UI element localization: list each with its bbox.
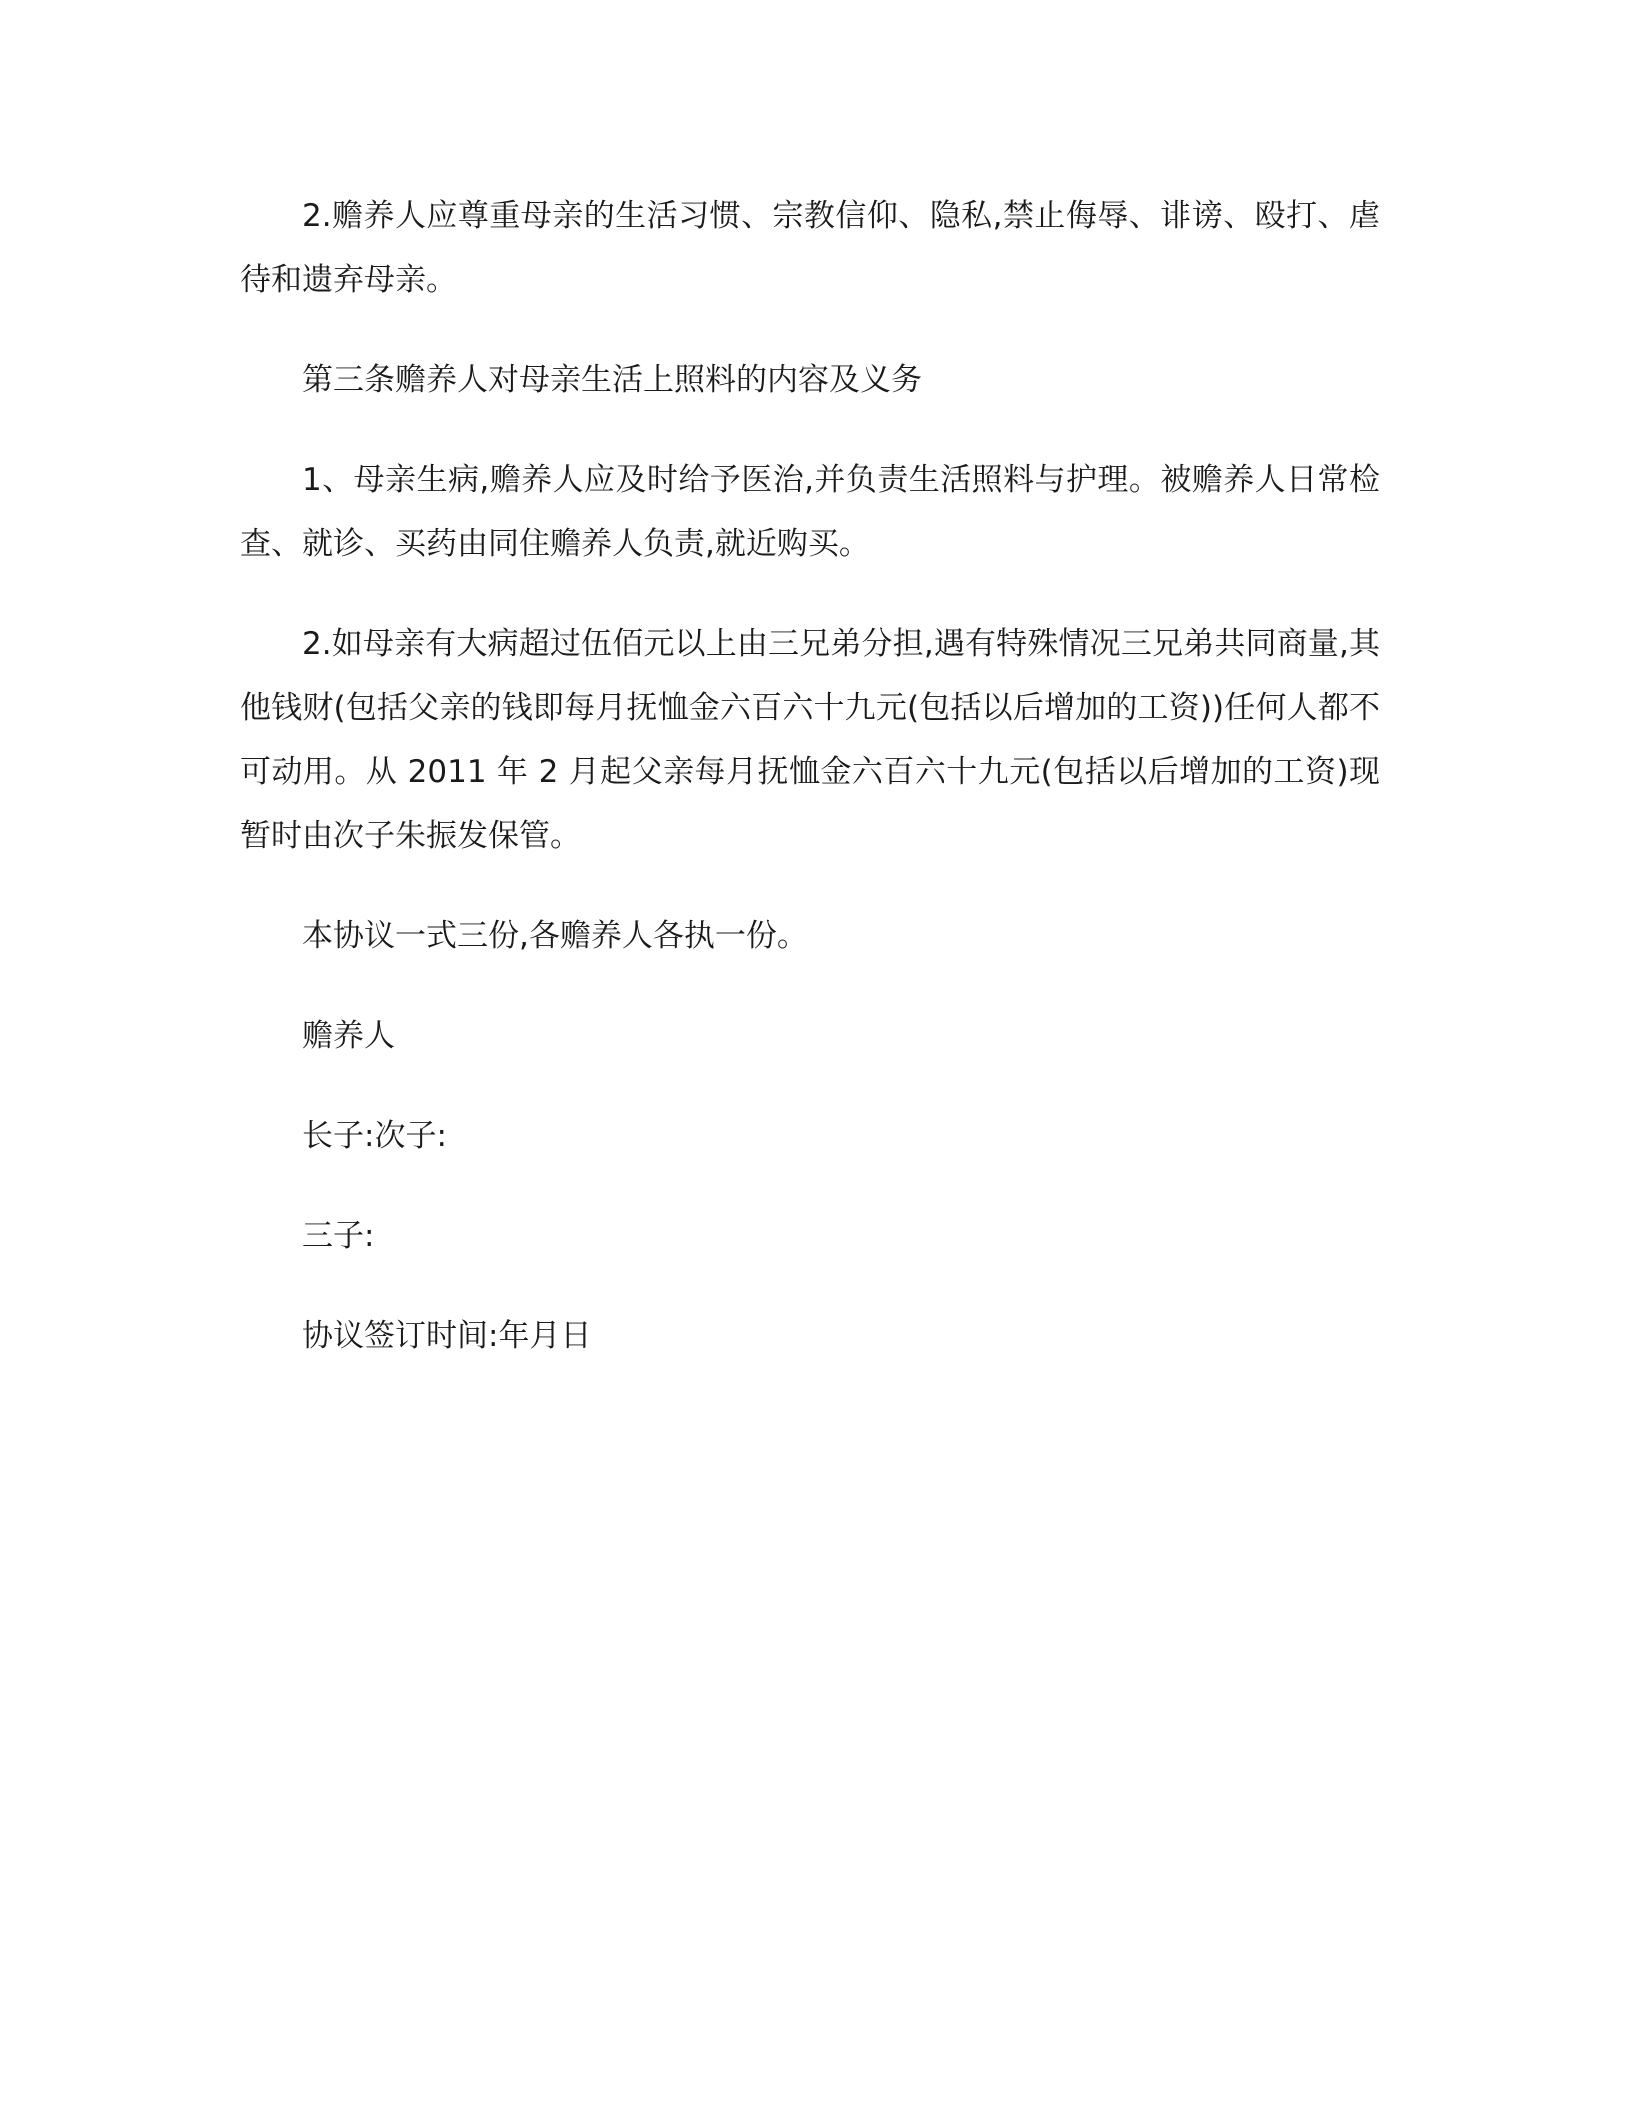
third-son-signature-line: 三子: xyxy=(302,1218,375,1254)
signatories-label: 赡养人 xyxy=(302,1018,395,1054)
eldest-second-son-signature-line: 长子:次子: xyxy=(302,1118,447,1154)
clause-expenses-paragraph: 2.如母亲有大病超过伍佰元以上由三兄弟分担,遇有特殊情况三兄弟共同商量,其他钱财(包括父亲的钱即每月抚恤金六百六十九元(包括以后增加的工资))任何人都不可动用。从 2011 年 2 月起父亲每月抚恤金六百六十九元(包括以后增加的工资)现暂时由次子朱振发保管。 xyxy=(240,626,1380,854)
clause-medical-care-paragraph: 1、母亲生病,赡养人应及时给予医治,并负责生活照料与护理。被赡养人日常检查、就诊、买药由同住赡养人负责,就近购买。 xyxy=(240,462,1380,562)
document-body xyxy=(240,184,1380,1404)
clause-respect-paragraph: 2.赡养人应尊重母亲的生活习惯、宗教信仰、隐私,禁止侮辱、诽谤、殴打、虐待和遗弃母亲。 xyxy=(240,198,1380,298)
signing-date-line: 协议签订时间:年月日 xyxy=(302,1318,592,1354)
copies-statement: 本协议一式三份,各赡养人各执一份。 xyxy=(302,918,808,954)
article-three-heading: 第三条赡养人对母亲生活上照料的内容及义务 xyxy=(302,362,922,398)
